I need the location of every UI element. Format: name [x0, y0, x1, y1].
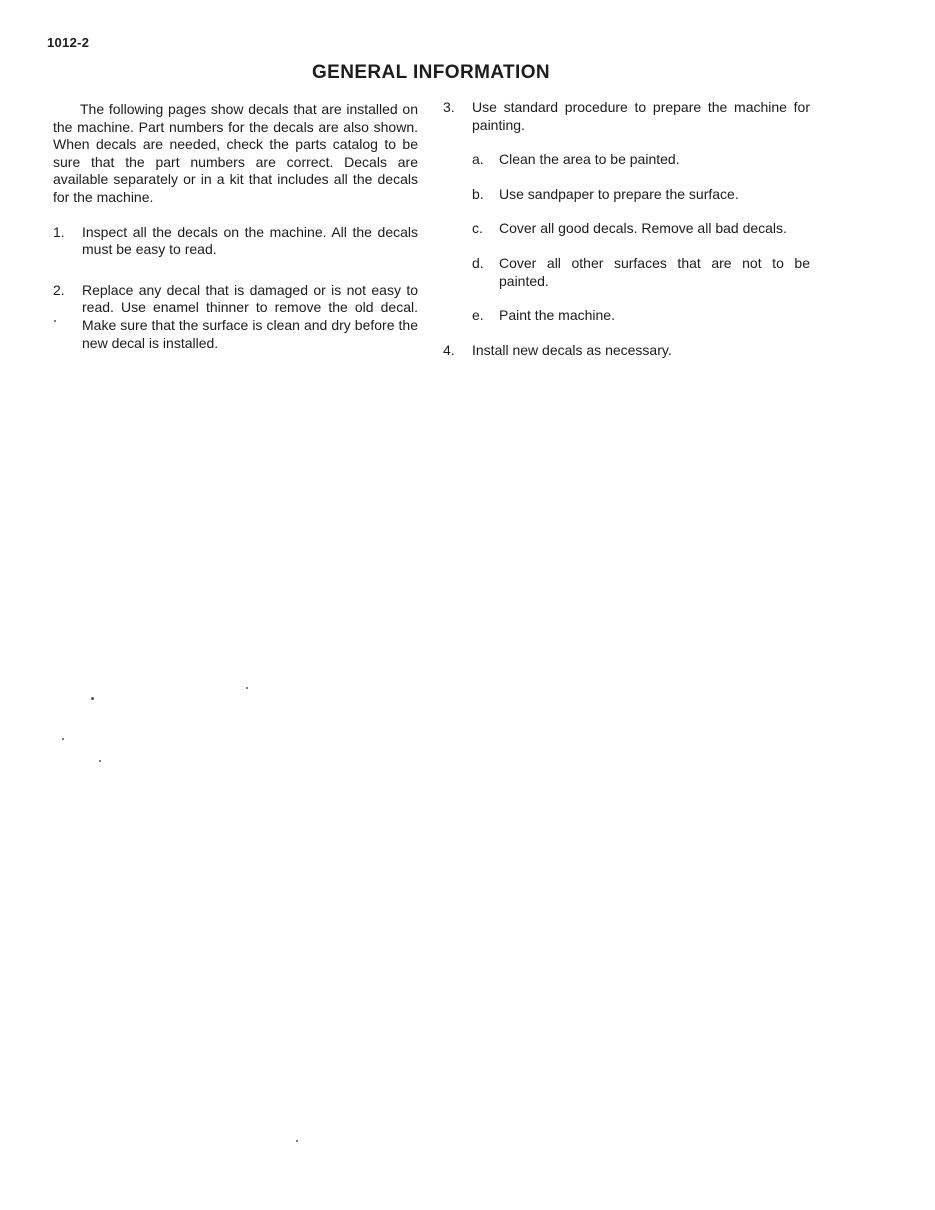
scan-speck	[54, 320, 56, 322]
scan-speck	[246, 687, 248, 689]
step-number: 2.	[53, 281, 65, 298]
substep-b	[443, 186, 810, 204]
step-1	[53, 224, 418, 259]
substep-d	[443, 255, 810, 290]
right-column	[443, 99, 810, 359]
substep-letter: e.	[472, 307, 484, 324]
substep-letter: b.	[472, 185, 484, 202]
step-number: 1.	[53, 223, 65, 240]
scan-speck	[62, 738, 64, 740]
scan-speck	[99, 760, 101, 762]
page-title: GENERAL INFORMATION	[311, 62, 551, 83]
left-column	[53, 101, 418, 352]
step-text: Inspect all the decals on the machine. All the decals must be easy to read.	[82, 223, 418, 258]
substep-e	[443, 307, 810, 325]
step-text: Replace any decal that is damaged or is not easy to read. Use enamel thinner to remove the old decal. Make sure that the surface is clean and dry before the new decal is installed.	[82, 281, 418, 351]
substep-letter: c.	[472, 220, 483, 237]
substep-text: Use sandpaper to prepare the surface.	[499, 185, 739, 202]
step-number: 3.	[443, 99, 455, 115]
step-number: 4.	[443, 341, 455, 358]
substep-text: Cover all other surfaces that are not to be painted.	[499, 254, 810, 289]
step-3	[443, 99, 810, 134]
scan-speck	[91, 697, 94, 700]
substep-a	[443, 151, 810, 169]
step-4	[443, 342, 810, 360]
substep-c	[443, 220, 810, 238]
substep-letter: d.	[472, 254, 484, 271]
substep-text: Cover all good decals. Remove all bad decals.	[499, 220, 787, 237]
scan-speck	[296, 1140, 298, 1142]
step-2	[53, 282, 418, 352]
substep-text: Paint the machine.	[499, 307, 615, 324]
substep-letter: a.	[472, 151, 484, 168]
step-text: Install new decals as necessary.	[472, 341, 672, 358]
intro-paragraph: The following pages show decals that are installed on the machine. Part numbers for the decals are also shown. When decals are needed, check the parts catalog to be sure that the part numbers are correct. Decals are available separately or in a kit that includes all the decals for the machine.	[53, 101, 418, 205]
step-text: Use standard procedure to prepare the machine for painting.	[472, 99, 810, 133]
substep-text: Clean the area to be painted.	[499, 151, 680, 168]
page-number: 1012-2	[47, 35, 90, 50]
